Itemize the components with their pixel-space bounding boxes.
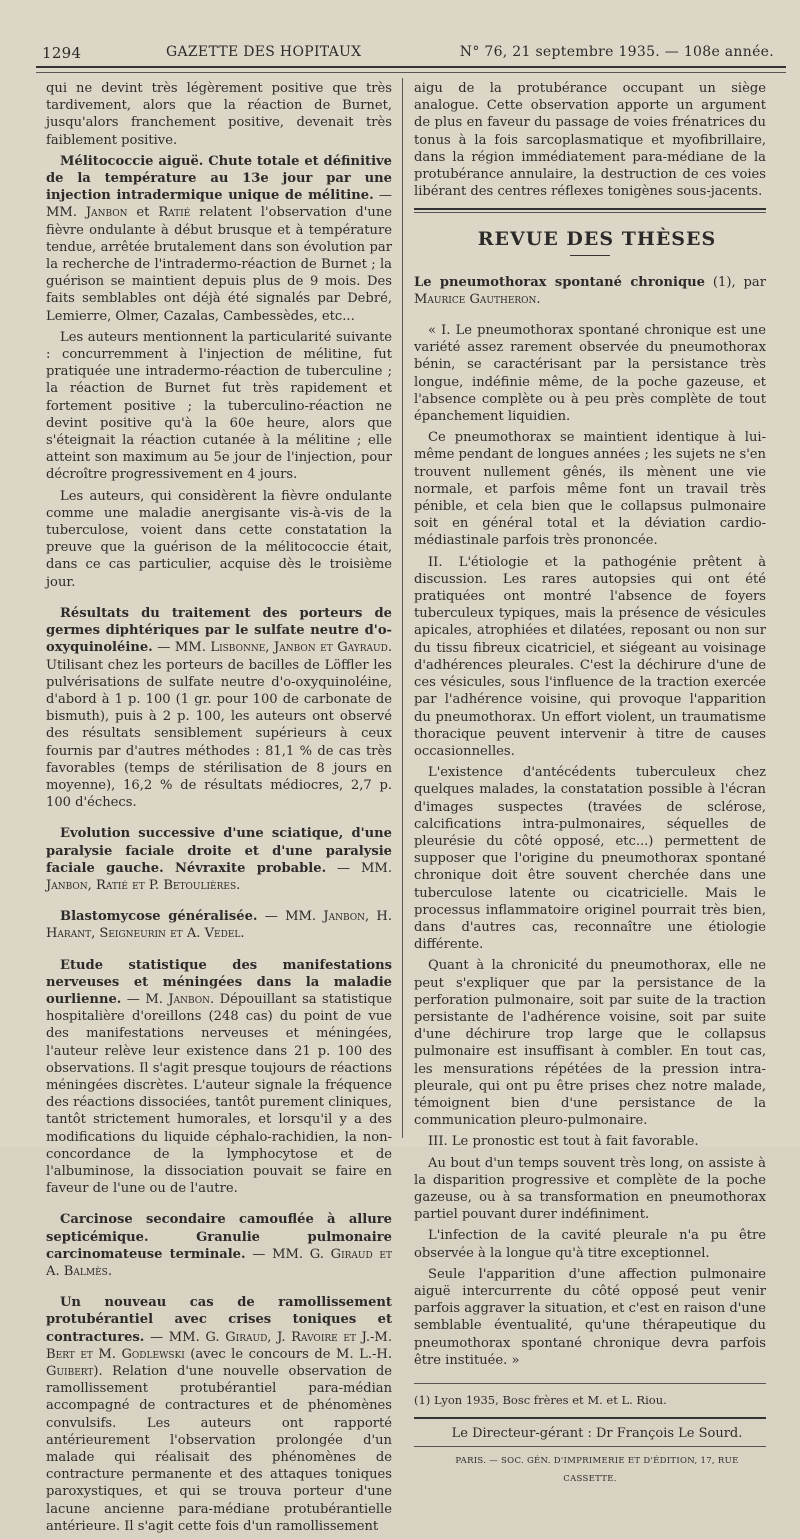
section-rule-thin [414,212,766,213]
paragraph: aigu de la protubérance occupant un siège analogue. Cette observation apporte un argument de plus en faveur du passage de voies frénatrices du tonus à la fois sarcoplasmatique et myofibrillaire, dans la région immédiatement para-médiane de la protubérance annulaire, la destruction de ces voies libérant des centres réflexes tonigènes sous-jacents. [414,81,766,200]
abstract-diphteriques: Résultats du traitement des porteurs de germes diphtériques par le sulfate neutre d'o-oxyquinoléine. — MM. Lisbonne, Janbon et Gayraud. Utilisant chez les porteurs de bacilles de Löffler les pulvérisations de sulfate neutre d'o-oxyquinoléine, d'abord à 1 p. 100 (1 gr. pour 100 de carbonate de bismuth), puis à 2 p. 100, les auteurs ont observé des résultats sensiblement supérieurs à ceux fournis par d'autres méthodes : 81,1 % de cas très favorables (temps de stérilisation de 8 jours en moyenne), 16,2 % de résultats médiocres, 2,7 p. 100 d'échecs. [46,605,392,811]
column-separator [402,78,403,1138]
page-header [36,42,780,64]
section-rule [414,208,766,210]
abstract-carcinose: Carcinose secondaire camouflée à allure septicémique. Granulie pulmonaire carcinomateuse terminale. — MM. G. Giraud et A. Balmès. [46,1212,392,1279]
author: Janbon, Ratié et P. Betoulières. [46,877,241,893]
abstract-ourlienne: Etude statistique des manifestations nerveuses et méningées dans la maladie ourlienne. — M. Janbon. Dépouillant sa statistique hospitalière d'oreillons (248 cas) du point de vue des manifestations nerveuses et méningées, l'auteur relève leur existence dans 21 p. 100 des observations. Il s'agit presque toujours de réactions méningées discrètes. L'auteur signale la fréquence des réactions dissociées, tantôt purement cliniques, tantôt strictement humorales, et lorsqu'il y a des modifications du liquide céphalo-rachidien, la non-concordance de la lymphocytose et de l'albuminose, la dissociation pouvait se faire en faveur de l'une ou de l'autre. [46,957,392,1197]
footnote-rule [414,1383,766,1384]
footer-rule-thin [414,1446,766,1447]
paragraph: III. Le pronostic est tout à fait favorable. [428,1134,699,1150]
paragraph: Au bout d'un temps souvent très long, on assiste à la disparition progressive et complète de la poche gazeuse, ou à sa transformation en pneumothorax partiel pouvant durer indéfiniment. [414,1155,766,1223]
header-rule-thin [36,72,786,73]
journal-title: GAZETTE DES HOPITAUX [166,44,362,60]
author: Janbon. [168,991,215,1007]
thesis-citation: Le pneumothorax spontané chronique (1), par Maurice Gautheron. [414,274,766,307]
author: G. Giraud et A. Balmès. [46,1246,392,1279]
footnote: (1) Lyon 1935, Bosc frères et M. et L. Riou. [414,1393,667,1408]
abstract-title: Résultats du traitement des porteurs de germes diphtériques par le sulfate neutre d'o-oxyquinoléine. [46,605,392,656]
author: Maurice Gautheron. [414,291,541,307]
abstract-ramollissement: Un nouveau cas de ramollissement protubérantiel avec crises toniques et contractures. — MM. G. Giraud, J. Ravoire et J.-M. Bert et M. Godlewski (avec le concours de M. L.-H. Guibert). Relation d'une nouvelle observation de ramollissement protubérantiel para-médian accompagné de contractures et de phénomènes convulsifs. Les auteurs ont rapporté antérieurement l'observation prolongée d'un malade qui réalisait des phénomènes de contracture permanente et des attaques toniques paroxystiques, et qui se trouva porteur d'une lacune ancienne para-médiane protubérantielle antérieure. Il s'agit cette fois d'un ramollissement [46,1295,392,1534]
paragraph: Ce pneumothorax se maintient identique à lui-même pendant de longues années ; les sujets ne s'en trouvent nullement gênés, ils mènent une vie normale, et parfois même font un travail très pénible, et cela bien que le collapsus pulmonaire soit en général total et la déviation cardio-médiastinale parfois très prononcée. [414,430,766,549]
author: Janbon, H. Harant, Seigneurin et A. Vedel. [46,909,392,942]
paragraph: Quant à la chronicité du pneumothorax, elle ne peut s'expliquer que par la persistance de la perforation pulmonaire, soit par suite de la traction persistante de l'adhérence voisine, soit par suite d'une déchirure trop large que le collapsus pulmonaire est insuffisant à combler. En tout cas, les mensurations répétées de la pression intra-pleurale, qui ont pu être prises chez notre malade, témoignent bien d'une persistance de la communication pleuro-pulmonaire. [414,958,766,1129]
abstract-title: Un nouveau cas de ramollissement protubérantiel avec crises toniques et contractures. [46,1295,392,1345]
issue-info: N° 76, 21 septembre 1935. — 108e année. [459,44,774,60]
right-column [414,80,766,1488]
author: Lisbonne, Janbon et Gayraud. [210,640,392,656]
printer-line: PARIS. — SOC. GÉN. D'IMPRIMERIE ET D'ÉDITION, 17, RUE CASSETTE. [455,1456,739,1484]
paragraph: Seule l'apparition d'une affection pulmonaire aiguë intercurrente du côté opposé peut venir parfois aggraver la situation, et c'est en raison d'une semblable éventualité, qu'une thérapeutique du pneumothorax spontané chronique devra parfois être instituée. » [414,1266,766,1368]
header-rule [36,66,786,68]
short-rule [570,255,610,256]
thesis-title: Le pneumothorax spontané chronique [414,274,705,290]
abstract-blastomycose: Blastomycose généralisée. — MM. Janbon, H. Harant, Seigneurin et A. Vedel. [46,909,392,942]
author: L.-H. Guibert [46,1346,392,1380]
paragraph: « I. Le pneumothorax spontané chronique est une variété assez rarement observée du pneumothorax bénin, se caractérisant par la persistance très longue, indéfinie même, de la poche gazeuse, et l'absence complète ou à peu près complète de tout épanchement liquidien. [414,323,766,425]
abstract-title: Mélitococcie aiguë. Chute totale et définitive de la température au 13e jour par une injection intradermique unique de mélitine. [46,153,392,204]
author: Ratié [158,205,191,221]
footer-rule [414,1417,766,1419]
page-number: 1294 [42,44,82,62]
abstract-melitococcie: Mélitococcie aiguë. Chute totale et définitive de la température au 13e jour par une injection intradermique unique de mélitine. — MM. Janbon et Ratié relatent l'observation d'une fièvre ondulante à début brusque et à température tendue, arrêtée brutalement dans son évolution par la recherche de l'intradermo-réaction de Burnet ; la guérison se maintient depuis plus de 9 mois. Des faits semblables ont déjà été signalés par Debré, Lemierre, Olmer, Cazalas, Cambessèdes, etc... [46,153,392,324]
section-heading: REVUE DES THÈSES [477,228,717,251]
paragraph: Les auteurs, qui considèrent la fièvre ondulante comme une maladie anergisante vis-à-vis de la tuberculose, voient dans cette constatation la preuve que la guérison de la mélitococcie était, dans ce cas particulier, acquise dès le troisième jour. [46,488,392,590]
paragraph: Les auteurs mentionnent la particularité suivante : concurremment à l'injection de mélitine, fut pratiquée une intradermo-réaction de tuberculine ; la réaction de Burnet fut très rapidement et fortement positive ; la tuberculino-réaction ne devint positive qu'à la 60e heure, alors que s'éteignait la réaction cutanée à la mélitine ; elle atteint son maximum au 5e jour de l'injection, pour décroître progressivement en 4 jours. [46,329,392,483]
author: Janbon [85,205,128,221]
paragraph: qui ne devint très légèrement positive que très tardivement, alors que la réaction de Burnet, jusqu'alors franchement positive, devenait très faiblement positive. [46,81,392,148]
paragraph: II. L'étiologie et la pathogénie prêtent à discussion. Les rares autopsies qui ont été pratiquées ont montré l'absence de foyers tuberculeux typiques, mais la présence de vésicules apicales, atrophiées et dilatées, reposant ou non sur du tissu fibreux cicatriciel, et siégeant au voisinage d'adhérences pleurales. C'est la déchirure d'une de ces vésicules, sous l'influence de la traction exercée par l'adhérence voisine, qui provoque l'apparition du pneumothorax. Un effort violent, un traumatisme thoracique peuvent intervenir à titre de causes occasionnelles. [414,554,766,759]
author: G. Giraud, J. Ravoire et J.-M. Bert et M. Godlewski [46,1329,392,1362]
abstract-title: Evolution successive d'une sciatique, d'une paralysie faciale droite et d'une paralysie faciale gauche. Névraxite probable. [46,826,392,876]
paragraph: L'infection de la cavité pleurale n'a pu être observée à la longue qu'à titre exceptionnel. [414,1228,766,1261]
abstract-title: Blastomycose généralisée. [60,909,258,925]
abstract-title: Etude statistique des manifestations nerveuses et méningées dans la maladie ourlienne. [46,957,392,1007]
abstract-sciatique: Evolution successive d'une sciatique, d'une paralysie faciale droite et d'une paralysie faciale gauche. Névraxite probable. — MM. Janbon, Ratié et P. Betoulières. [46,826,392,893]
paragraph: L'existence d'antécédents tuberculeux chez quelques malades, la constatation possible à l'écran d'images suspectes (travées de sclérose, calcifications intra-pulmonaires, séquelles de pleurésie du côté opposé, etc...) permettent de supposer que l'origine du pneumothorax spontané chronique doit être souvent cherchée dans une tuberculose latente ou cicatricielle. Mais le processus inflammatoire originel pourrait très bien, dans d'autres cas, reconnaître une étiologie différente. [414,765,766,953]
left-column [46,80,392,1539]
director-line: Le Directeur-gérant : Dr François Le Sourd. [451,1426,743,1442]
abstract-title: Carcinose secondaire camouflée à allure septicémique. Granulie pulmonaire carcinomateuse terminale. [46,1212,392,1262]
